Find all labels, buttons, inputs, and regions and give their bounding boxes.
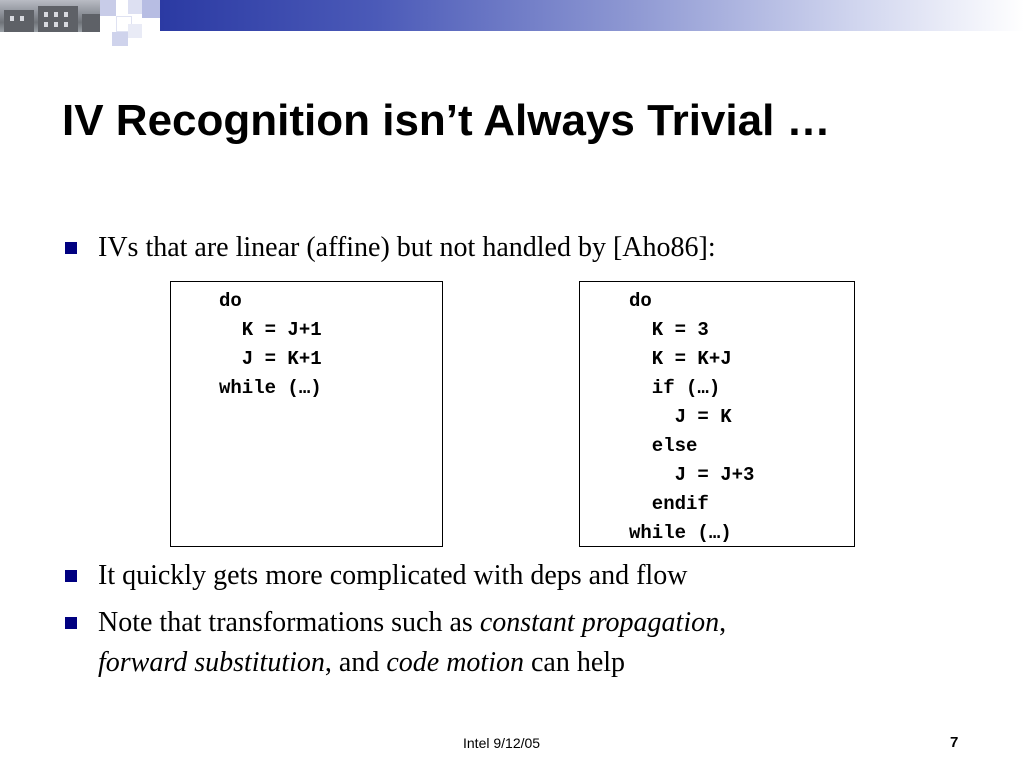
code-line: if (…) [629,377,721,399]
bullet-text-1: IVs that are linear (affine) but not handled by [Aho86]: [98,232,716,263]
header-gradient-bar [160,0,1024,31]
footer-text: Intel 9/12/05 [463,735,541,751]
header-square-4 [142,0,160,18]
code-line: else [629,435,698,457]
code-line: J = J+3 [629,464,755,486]
bullet-square-icon [65,617,77,629]
code-line: endif [629,493,709,515]
code-line: do [219,290,242,312]
code-box-left [170,281,443,547]
code-line: K = K+J [629,348,732,370]
code-line: K = 3 [629,319,709,341]
bullet-text-2: It quickly gets more complicated with deps and flow [98,560,688,591]
code-line: do [629,290,652,312]
page-number: 7 [950,734,959,751]
header-building-photo [0,0,100,32]
header-square-5 [112,32,128,46]
header-square-1 [100,0,116,16]
header-square-3 [128,0,142,14]
slide-title: IV Recognition isn’t Always Trivial … [62,96,831,145]
bullet-square-icon [65,570,77,582]
term-constant-propagation: constant propagation [479,607,720,638]
bullet-square-icon [65,242,77,254]
code-line: J = K+1 [219,348,322,370]
bullet-item-3 [65,603,965,683]
header-square-6 [128,24,142,38]
term-forward-substitution: forward substitution [98,647,325,678]
code-box-right [579,281,855,547]
bullet-item-1 [65,228,965,268]
code-line: while (…) [219,377,322,399]
code-line: K = J+1 [219,319,322,341]
bullet-text-3: Note that transformations such as constant propagation, forward substitution, and code motion can help [98,607,727,678]
term-code-motion: code motion [386,647,524,678]
code-line: J = K [629,406,732,428]
code-line: while (…) [629,522,732,544]
bullet-item-2 [65,556,965,596]
